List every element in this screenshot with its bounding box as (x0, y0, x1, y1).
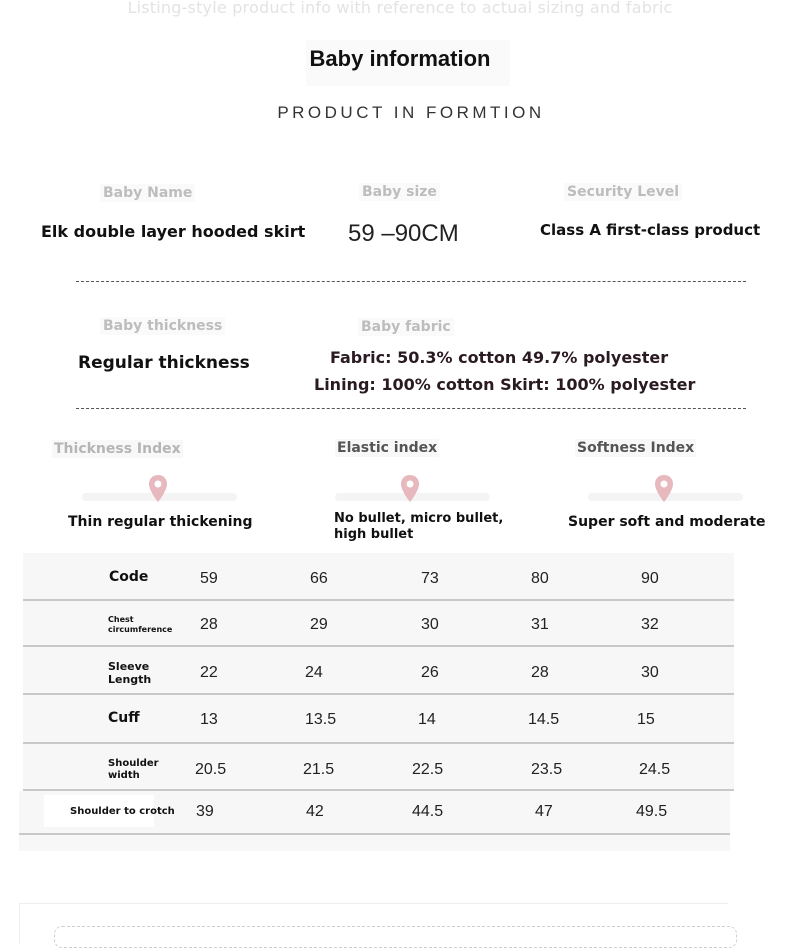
table-cell: 13.5 (305, 711, 337, 728)
thickness-index-label: Thickness Index (54, 441, 181, 457)
security-level-label: Security Level (564, 183, 682, 201)
page-title: Baby information (309, 46, 491, 71)
table-cell: 59 (200, 570, 218, 587)
elastic-index-label: Elastic index (337, 440, 438, 456)
divider-1 (76, 281, 746, 282)
table-cell: 28 (200, 616, 218, 633)
page-subtitle: PRODUCT IN FORMTION (277, 103, 545, 122)
baby-fabric-label: Baby fabric (358, 318, 454, 336)
baby-thickness-label: Baby thickness (100, 317, 225, 335)
lining-composition: Lining: 100% cotton Skirt: 100% polyester (314, 375, 696, 394)
table-cell: 20.5 (195, 761, 227, 778)
table-cell: 26 (421, 664, 439, 681)
table-cell: 24 (305, 664, 323, 681)
divider-2 (76, 408, 746, 409)
table-cell: 39 (196, 803, 214, 820)
row-label: Shoulder width (108, 758, 159, 781)
table-row (23, 744, 734, 791)
table-cell: 30 (421, 616, 439, 633)
baby-thickness-value: Regular thickness (78, 353, 250, 373)
row-label: Chest circumference (108, 615, 173, 634)
softness-index-value: Super soft and moderate (568, 514, 766, 530)
row-label: Sleeve Length (108, 660, 152, 686)
baby-size-value: 59 –90CM (348, 220, 459, 247)
table-cell: 21.5 (303, 761, 335, 778)
table-cell: 31 (531, 616, 549, 633)
fabric-composition: Fabric: 50.3% cotton 49.7% polyester (330, 348, 669, 367)
table-cell: 22.5 (412, 761, 444, 778)
bottom-panel-inner (54, 926, 737, 948)
elastic-index-value: No bullet, micro bullet, high bullet (334, 511, 504, 542)
table-footer-band (19, 835, 730, 851)
table-row (23, 553, 734, 601)
baby-name-label: Baby Name (100, 184, 195, 202)
table-cell: 90 (641, 570, 659, 587)
table-cell: 29 (310, 616, 328, 633)
row-label: Cuff (108, 710, 140, 726)
baby-size-label: Baby size (359, 183, 440, 201)
table-cell: 13 (200, 711, 218, 728)
table-cell: 23.5 (531, 761, 563, 778)
table-cell: 30 (641, 664, 659, 681)
table-cell: 66 (310, 570, 328, 587)
table-cell: 42 (306, 803, 324, 820)
table-cell: 24.5 (639, 761, 671, 778)
table-cell: 28 (531, 664, 549, 681)
table-cell: 44.5 (412, 803, 444, 820)
table-cell: 15 (637, 711, 655, 728)
table-cell: 80 (531, 570, 549, 587)
table-cell: 22 (200, 664, 218, 681)
table-cell: 49.5 (636, 803, 668, 820)
baby-name-value: Elk double layer hooded skirt (41, 222, 306, 241)
security-level-value: Class A first-class product (540, 221, 761, 239)
softness-index-label: Softness Index (577, 440, 695, 456)
table-cell: 14.5 (528, 711, 560, 728)
table-cell: 73 (421, 570, 439, 587)
location-pin-icon (399, 474, 421, 504)
table-row (23, 695, 734, 744)
table-row (23, 647, 734, 695)
table-cell: 32 (641, 616, 659, 633)
location-pin-icon (147, 474, 169, 504)
thickness-index-value: Thin regular thickening (68, 514, 253, 530)
table-cell: 14 (418, 711, 436, 728)
table-row (23, 601, 734, 647)
location-pin-icon (653, 474, 675, 504)
faded-heading: Listing-style product info with reference to actual sizing and fabric (127, 0, 673, 17)
row-label: Shoulder to crotch (70, 806, 175, 817)
table-cell: 47 (535, 803, 553, 820)
row-label: Code (109, 569, 149, 585)
table-row (19, 791, 730, 835)
